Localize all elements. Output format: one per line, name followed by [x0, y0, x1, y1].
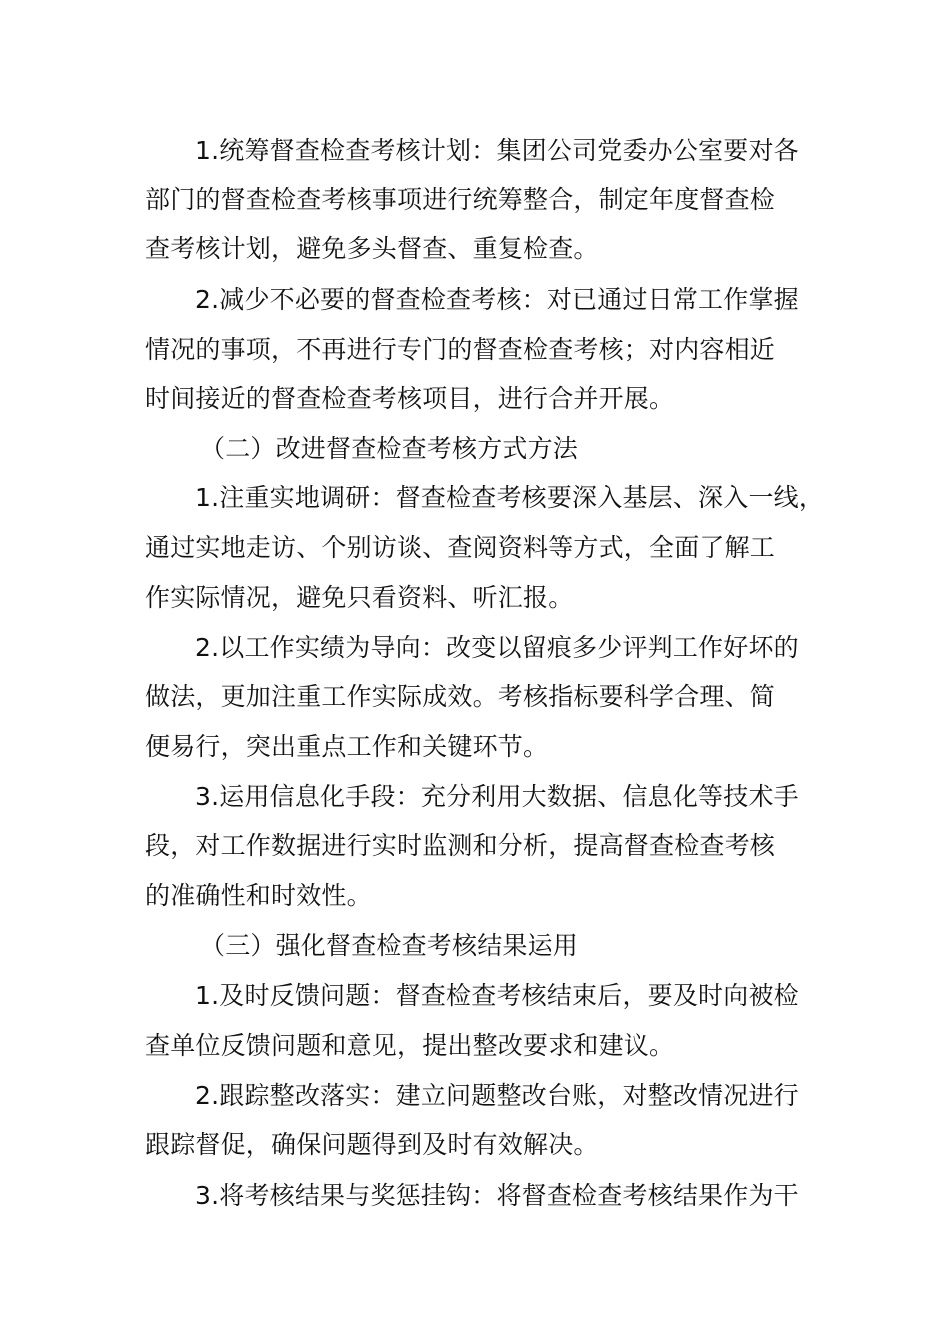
section-heading: （三）强化督查检查考核结果运用 — [200, 931, 579, 960]
paragraph-line: 2.以工作实绩为导向：改变以留痕多少评判工作好坏的 — [195, 633, 799, 662]
paragraph-line: 通过实地走访、个别访谈、查阅资料等方式，全面了解工 — [145, 533, 776, 562]
paragraph-line: 2.减少不必要的督查检查考核：对已通过日常工作掌握 — [195, 285, 799, 314]
paragraph-line: 做法，更加注重工作实际成效。考核指标要科学合理、简 — [145, 682, 776, 711]
paragraph-line: 1.及时反馈问题：督查检查考核结束后，要及时向被检 — [195, 981, 799, 1010]
paragraph-line: 作实际情况，避免只看资料、听汇报。 — [145, 583, 574, 612]
paragraph-line: 的准确性和时效性。 — [145, 881, 372, 910]
paragraph-line: 2.跟踪整改落实：建立问题整改台账，对整改情况进行 — [195, 1081, 799, 1110]
paragraph-line: 部门的督查检查考核事项进行统筹整合，制定年度督查检 — [145, 185, 776, 214]
paragraph-line: 3.将考核结果与奖惩挂钩：将督查检查考核结果作为干 — [195, 1181, 799, 1210]
paragraph-line: 查考核计划，避免多头督查、重复检查。 — [145, 234, 599, 263]
paragraph-line: 跟踪督促，确保问题得到及时有效解决。 — [145, 1130, 599, 1159]
paragraph-line: 1.统筹督查检查考核计划：集团公司党委办公室要对各 — [195, 136, 799, 165]
section-heading: （二）改进督查检查考核方式方法 — [200, 434, 579, 463]
paragraph-line: 情况的事项，不再进行专门的督查检查考核；对内容相近 — [145, 335, 776, 364]
paragraph-line: 1.注重实地调研：督查检查考核要深入基层、深入一线， — [195, 483, 825, 512]
paragraph-line: 查单位反馈问题和意见，提出整改要求和建议。 — [145, 1031, 675, 1060]
paragraph-line: 3.运用信息化手段：充分利用大数据、信息化等技术手 — [195, 782, 799, 811]
paragraph-line: 便易行，突出重点工作和关键环节。 — [145, 732, 549, 761]
paragraph-line: 段，对工作数据进行实时监测和分析，提高督查检查考核 — [145, 831, 776, 860]
paragraph-line: 时间接近的督查检查考核项目，进行合并开展。 — [145, 384, 675, 413]
